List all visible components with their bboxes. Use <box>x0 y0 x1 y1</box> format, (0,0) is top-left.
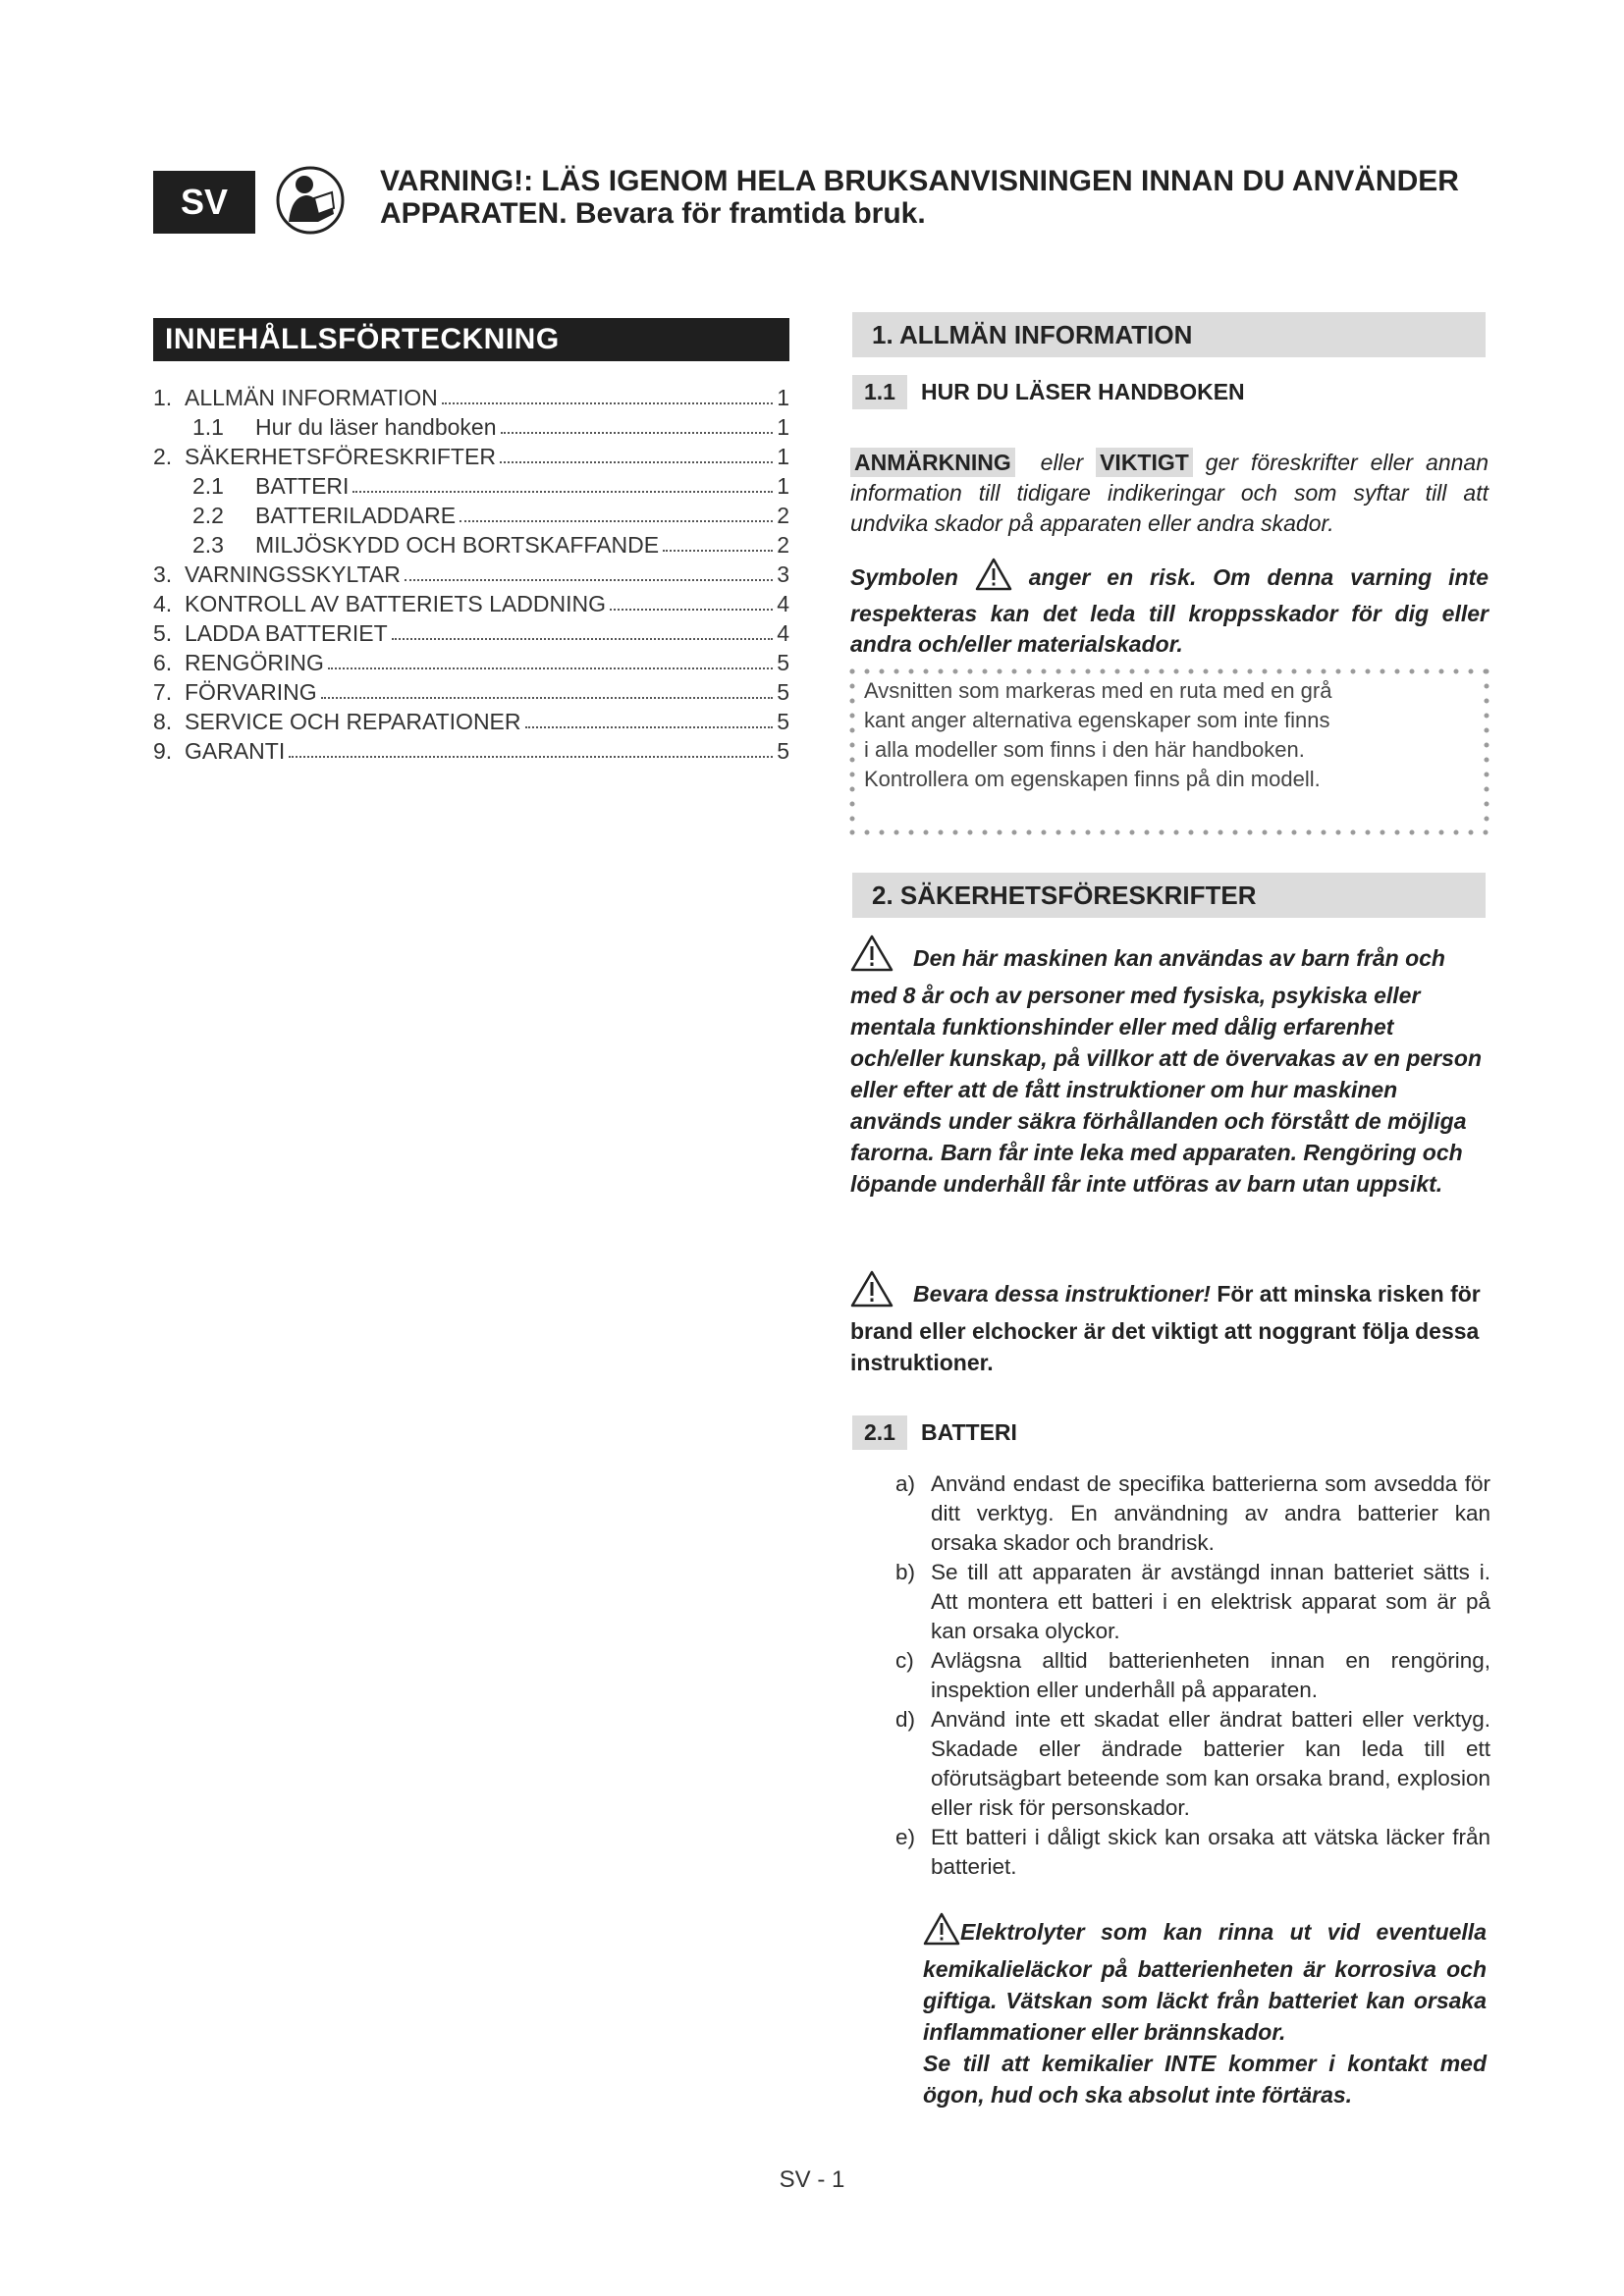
subsection-title: HUR DU LÄSER HANDBOKEN <box>920 379 1245 404</box>
electrolyte-warning-text: Elektrolyter som kan rinna ut vid eventuella kemikalieläckor på batterienheten är korrosiva och giftiga. Vätskan som läckt från batteriet kan orsaka inflammationer eller brännskador. <box>923 1919 1487 2045</box>
toc-entry-page: 5 <box>777 738 789 764</box>
toc-entry-number: 1. <box>153 385 173 410</box>
list-item-text: Använd endast de specifika batterierna som avsedda för ditt verktyg. En användning av andra batterier kan orsaka skador och brandrisk. <box>931 1471 1490 1555</box>
toc-entry[interactable] <box>153 736 789 766</box>
section-heading-safety-rules: 2. SÄKERHETSFÖRESKRIFTER <box>852 873 1486 918</box>
toc-entry-page: 5 <box>777 679 789 705</box>
toc-entry-number: 9. <box>153 738 173 764</box>
warning-title-line2: APPARATEN. Bevara för framtida bruk. <box>380 197 926 230</box>
warning-title-line1: VARNING!: LÄS IGENOM HELA BRUKSANVISNINGEN INNAN DU ANVÄNDER <box>380 165 1459 197</box>
toc-entry-number: 1.1 <box>192 414 224 440</box>
electrolyte-warning-text-2: Se till att kemikalier INTE kommer i kontakt med ögon, hud och ska absolut inte förtäras. <box>923 2051 1487 2108</box>
toc-leader-dots <box>352 491 773 493</box>
subsection-title: BATTERI <box>920 1419 1017 1445</box>
warning-triangle-icon <box>923 1912 960 1953</box>
toc-entry-page: 4 <box>777 620 789 646</box>
children-warning-text: Den här maskinen kan användas av barn från och med 8 år och av personer med fysiska, psykiska eller mentala funktionshinder eller med dålig erfarenhet och/eller kunskap, på villkor att de övervakas av en person eller efter att de fått instruktioner om hur maskinen används under säkra förhållanden och förstått de möjliga farorna. Barn får inte leka med apparaten. Rengöring och löpande underhåll får inte utföras av barn utan uppsikt. <box>850 945 1483 1197</box>
toc-entry-number: 3. <box>153 561 173 587</box>
toc-entry-number: 4. <box>153 591 173 616</box>
toc-leader-dots <box>501 432 774 434</box>
battery-rules-list <box>895 1469 1490 1882</box>
toc-entry-number: 2.2 <box>192 503 224 528</box>
list-item-text: Avlägsna alltid batterienheten innan en rengöring, inspektion eller underhåll på apparaten. <box>931 1648 1490 1702</box>
toc-entry-page: 2 <box>777 532 789 558</box>
keep-instructions-text: För att minska risken för brand eller elchocker är det viktigt att noggrant följa dessa instruktioner. <box>850 1281 1481 1375</box>
optional-line: Kontrollera om egenskapen finns på din modell. <box>864 767 1321 791</box>
list-item-text: Ett batteri i dåligt skick kan orsaka att vätska läcker från batteriet. <box>931 1825 1490 1879</box>
toc-leader-dots <box>610 609 773 611</box>
symbol-text-after: anger en risk. Om denna varning inte respekteras kan det leda till kroppsskador för dig eller andra och/eller materialskador. <box>850 564 1489 657</box>
subsection-number: 2.1 <box>852 1415 907 1450</box>
warning-triangle-icon <box>975 558 1012 599</box>
toc-entry[interactable] <box>153 383 789 412</box>
toc-leader-dots <box>289 756 773 758</box>
list-marker: c) <box>895 1648 914 1673</box>
toc-leader-dots <box>525 726 774 728</box>
toc-entry-page: 4 <box>777 591 789 616</box>
important-tag: VIKTIGT <box>1096 448 1193 477</box>
toc-entry[interactable] <box>153 471 789 501</box>
toc-entry-number: 2.3 <box>192 532 224 558</box>
optional-line: Avsnitten som markeras med en ruta med en grå <box>864 678 1332 703</box>
subsection-number: 1.1 <box>852 375 907 409</box>
toc-entry[interactable] <box>153 707 789 736</box>
list-item-text: Använd inte ett skadat eller ändrat batteri eller verktyg. Skadade eller ändrade batterier kan leda till ett oförutsägbart beteende som kan orsaka brand, explosion eller risk för personskador. <box>931 1707 1490 1820</box>
list-item <box>895 1823 1490 1882</box>
toc-entry-page: 5 <box>777 650 789 675</box>
toc-title: INNEHÅLLSFÖRTECKNING <box>153 318 789 361</box>
toc-entry[interactable] <box>153 412 789 442</box>
toc-leader-dots <box>500 461 773 463</box>
optional-line: i alla modeller som finns i den här handboken. <box>864 737 1305 762</box>
keep-instructions-paragraph <box>850 1270 1489 1378</box>
subsection-heading-battery <box>852 1415 1017 1450</box>
electrolyte-warning <box>923 1912 1487 2110</box>
toc-entry-page: 5 <box>777 709 789 734</box>
toc-entry-label: MILJÖSKYDD OCH BORTSKAFFANDE <box>255 532 660 558</box>
toc-entry-page: 2 <box>777 503 789 528</box>
toc-entry-number: 6. <box>153 650 173 675</box>
table-of-contents <box>153 383 789 766</box>
toc-entry-label: RENGÖRING <box>185 650 324 675</box>
list-item <box>895 1469 1490 1558</box>
list-marker: e) <box>895 1825 916 1849</box>
list-marker: d) <box>895 1707 916 1732</box>
optional-features-text <box>864 676 1453 794</box>
toc-entry-label: FÖRVARING <box>185 679 317 705</box>
toc-entry-page: 3 <box>777 561 789 587</box>
toc-leader-dots <box>321 697 774 699</box>
toc-entry-label: LADDA BATTERIET <box>185 620 388 646</box>
list-marker: a) <box>895 1471 916 1496</box>
toc-leader-dots <box>442 402 773 404</box>
read-manual-icon <box>275 165 346 236</box>
warning-triangle-icon <box>850 1270 893 1315</box>
toc-leader-dots <box>392 638 774 640</box>
toc-entry-label: Hur du läser handboken <box>255 414 497 440</box>
warning-title <box>380 165 1494 230</box>
toc-entry-number: 7. <box>153 679 173 705</box>
list-item <box>895 1705 1490 1823</box>
toc-entry-label: ALLMÄN INFORMATION <box>185 385 438 410</box>
toc-entry-label: VARNINGSSKYLTAR <box>185 561 401 587</box>
toc-entry-page: 1 <box>777 385 789 410</box>
note-or: eller <box>1040 450 1084 475</box>
toc-entry-number: 2.1 <box>192 473 224 499</box>
symbol-paragraph <box>850 558 1489 660</box>
toc-entry-number: 5. <box>153 620 173 646</box>
list-marker: b) <box>895 1560 916 1584</box>
toc-entry-label: SÄKERHETSFÖRESKRIFTER <box>185 444 496 469</box>
symbol-text-before: Symbolen <box>850 564 958 590</box>
toc-entry[interactable] <box>153 442 789 471</box>
toc-entry-page: 1 <box>777 444 789 469</box>
optional-line: kant anger alternativa egenskaper som inte finns <box>864 708 1330 732</box>
toc-leader-dots <box>405 579 773 581</box>
toc-entry-page: 1 <box>777 473 789 499</box>
toc-entry[interactable] <box>153 648 789 677</box>
toc-entry-page: 1 <box>777 414 789 440</box>
toc-entry[interactable] <box>153 618 789 648</box>
note-tag: ANMÄRKNING <box>850 448 1015 477</box>
toc-entry-number: 8. <box>153 709 173 734</box>
page-number: SV - 1 <box>779 2166 845 2193</box>
toc-leader-dots <box>663 550 773 552</box>
toc-entry-number: 2. <box>153 444 173 469</box>
language-badge: SV <box>153 171 255 234</box>
toc-entry-label: KONTROLL AV BATTERIETS LADDNING <box>185 591 606 616</box>
toc-leader-dots <box>460 520 773 522</box>
note-paragraph <box>850 448 1489 539</box>
section-heading-general-information: 1. ALLMÄN INFORMATION <box>852 312 1486 357</box>
toc-entry[interactable] <box>153 530 789 560</box>
toc-entry[interactable] <box>153 560 789 589</box>
toc-entry-label: BATTERILADDARE <box>255 503 457 528</box>
toc-entry-label: BATTERI <box>255 473 350 499</box>
toc-entry-label: GARANTI <box>185 738 286 764</box>
children-warning-paragraph <box>850 934 1489 1200</box>
toc-entry[interactable] <box>153 501 789 530</box>
list-item <box>895 1646 1490 1705</box>
note-text: ger föreskrifter eller annan information till tidigare indikeringar och som syftar till att undvika skador på apparaten eller andra skador. <box>850 450 1489 536</box>
toc-entry[interactable] <box>153 589 789 618</box>
list-item-text: Se till att apparaten är avstängd innan batteriet sätts i. Att montera ett batteri i en elektrisk apparat som är på kan orsaka olyckor. <box>931 1560 1490 1643</box>
toc-leader-dots <box>328 667 773 669</box>
keep-instructions-italic: Bevara dessa instruktioner! <box>913 1281 1211 1307</box>
warning-triangle-icon <box>850 934 893 980</box>
toc-entry-label: SERVICE OCH REPARATIONER <box>185 709 521 734</box>
toc-entry[interactable] <box>153 677 789 707</box>
subsection-heading-how-to-read <box>852 375 1245 409</box>
list-item <box>895 1558 1490 1646</box>
